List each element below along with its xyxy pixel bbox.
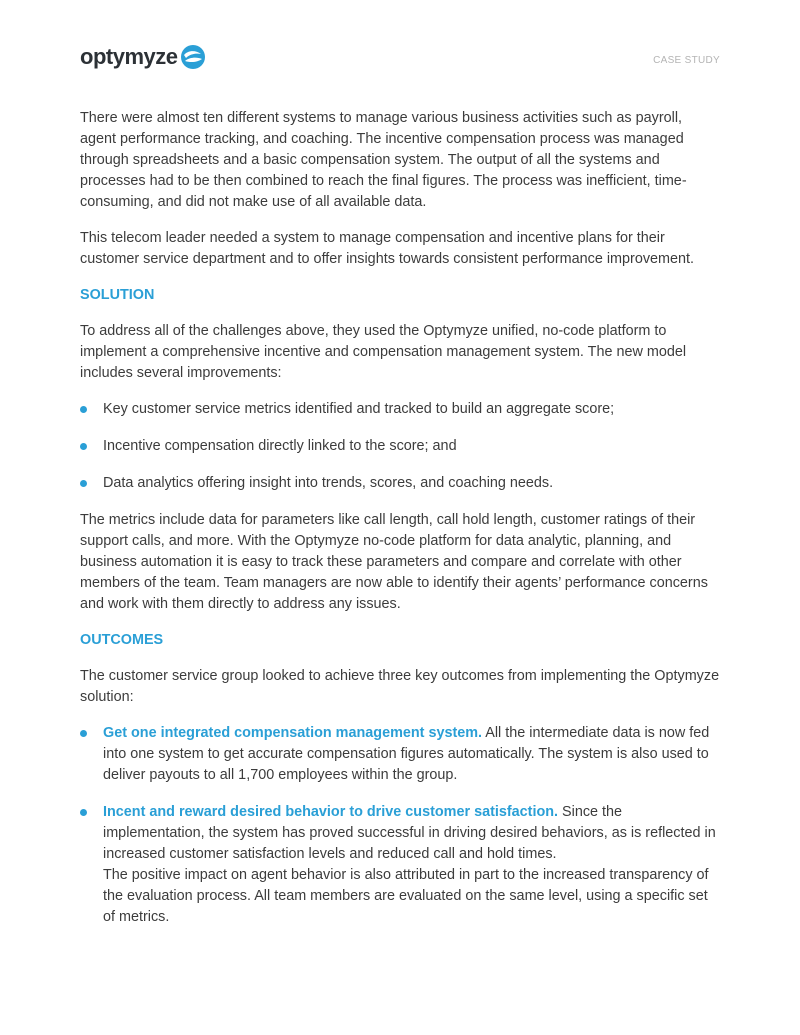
outcomes-list: [80, 723, 720, 928]
outcome-text: Since the implementation, the system has proved successful in driving desired behaviors, as is reflected in increased customer satisfaction levels and reduced call and hold times.: [103, 804, 716, 862]
list-item: [80, 723, 720, 786]
intro-paragraph-2: This telecom leader needed a system to manage compensation and incentive plans for their customer service department and to offer insights towards consistent performance improvement.: [80, 230, 695, 267]
outcome-text-continued: The positive impact on agent behavior is also attributed in part to the increased transparency of the evaluation process. All team members are evaluated on the same level, using a specific set of metrics.: [103, 867, 709, 925]
logo-wordmark: optymyze: [80, 44, 178, 69]
solution-paragraph-1: To address all of the challenges above, they used the Optymyze unified, no-code platform to implement a comprehensive incentive and compensation management system. The new model includes several improvements:: [80, 323, 687, 381]
intro-paragraph-1: There were almost ten different systems to manage various business activities such as payroll, agent performance tracking, and coaching. The incentive compensation process was managed through spreadsheets and a basic compensation system. The output of all the systems and processes had to be then combined to reach the final figures. The process was inefficient, time-consuming, and did not make use of all available data.: [80, 110, 687, 210]
logo-swirl-icon: [180, 44, 206, 70]
page-header: [0, 0, 800, 90]
case-study-label: CASE STUDY: [653, 55, 720, 66]
bullet-icon: [80, 809, 87, 816]
list-item: Key customer service metrics identified and tracked to build an aggregate score;: [80, 399, 720, 420]
solution-bullet-list: [80, 399, 720, 494]
solution-heading: SOLUTION: [80, 287, 155, 303]
list-item: Data analytics offering insight into trends, scores, and coaching needs.: [80, 473, 720, 494]
list-item: Incentive compensation directly linked to the score; and: [80, 436, 720, 457]
bullet-icon: [80, 480, 87, 487]
outcome-highlight: Get one integrated compensation management system.: [103, 725, 483, 741]
outcomes-paragraph-1: The customer service group looked to achieve three key outcomes from implementing the Optymyze solution:: [80, 668, 720, 705]
list-item: [80, 802, 720, 928]
solution-paragraph-2: The metrics include data for parameters like call length, call hold length, customer ratings of their support calls, and more. With the Optymyze no-code platform for data analytic, planning, and business automation it is easy to track these parameters and compare and correlate with other members of the team. Team managers are now able to identify their agents’ performance concerns and work with them directly to address any issues.: [80, 512, 708, 612]
outcome-text: All the intermediate data is now fed into one system to get accurate compensation figures automatically. The system is also used to deliver payouts to all 1,700 employees within the group.: [103, 725, 710, 783]
outcome-highlight: Incent and reward desired behavior to drive customer satisfaction.: [103, 804, 559, 820]
bullet-icon: [80, 730, 87, 737]
outcomes-heading: OUTCOMES: [80, 632, 164, 648]
bullet-icon: [80, 443, 87, 450]
document-body: [80, 108, 720, 944]
optymyze-logo: [80, 44, 206, 70]
bullet-icon: [80, 406, 87, 413]
